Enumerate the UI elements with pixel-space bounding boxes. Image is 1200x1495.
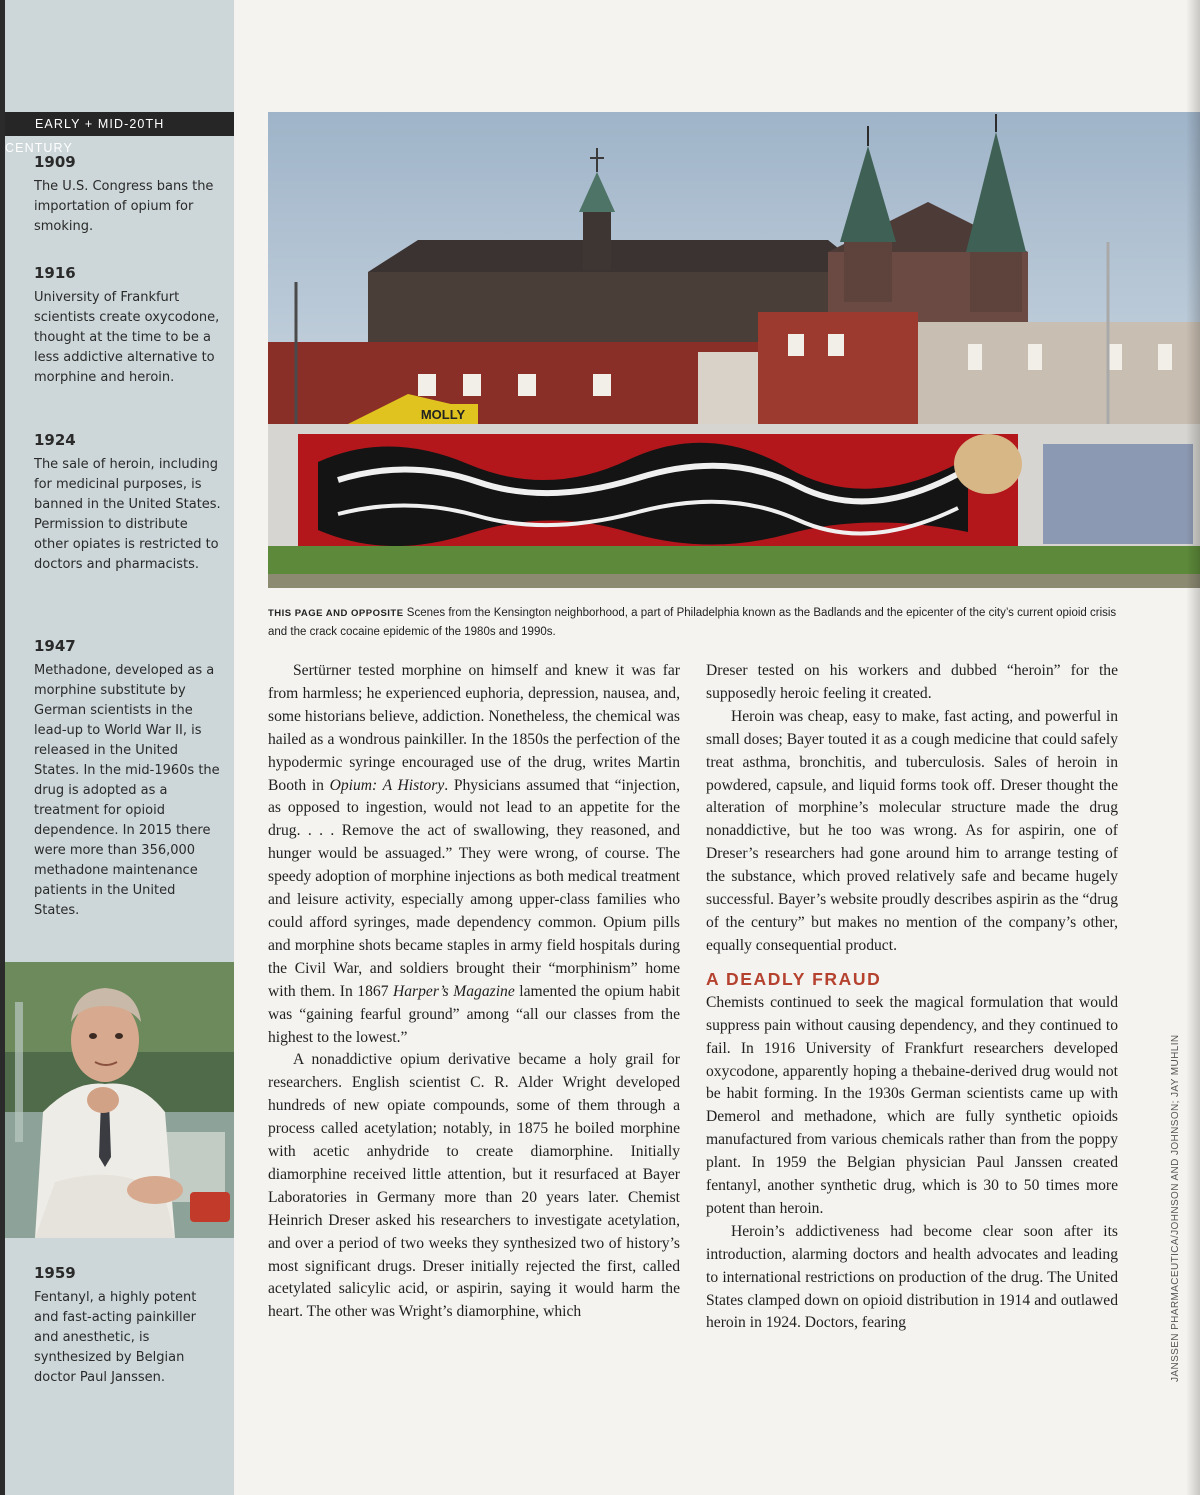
timeline-year: 1947 <box>34 637 76 655</box>
paragraph: Heroin’s addictiveness had become clear soon after its introduction, alarming doctors and health advocates and leading to international restrictions on production of the drug. The United States clamped down on opioid distribution in 1914 and outlawed heroin in 1924. Doctors, fearing <box>706 1222 1118 1332</box>
timeline-year: 1909 <box>34 153 76 171</box>
page-edge-shadow <box>1186 0 1200 1495</box>
timeline-year: 1924 <box>34 431 76 449</box>
timeline-text: The sale of heroin, including for medicinal purposes, is banned in the United States. Permission to distribute other opiates is restricted to doctors and pharmacists. <box>34 457 221 572</box>
section-heading: A DEADLY FRAUD <box>706 968 882 989</box>
article-column-2 <box>706 660 1118 1335</box>
timeline-text: The U.S. Congress bans the importation of opium for smoking. <box>34 179 214 234</box>
timeline-entry-1924 <box>34 431 224 575</box>
photo-credit: JANSSEN PHARMACEUTICA/JOHNSON AND JOHNSON; JAY MUHLIN <box>1170 1034 1181 1382</box>
paragraph: Chemists continued to seek the magical formulation that would suppress pain without causing dependency, and they continued to fail. In 1916 University of Frankfurt researchers developed oxycodone, apparently hoping a thebaine-derived drug would not be habit forming. In the 1930s German scientists came up with Demerol and methadone, which are fully synthetic opioids manufactured from various chemicals rather than from the poppy plant. In 1959 the Belgian physician Paul Janssen created fentanyl, another synthetic drug, which is 30 to 50 times more potent than heroin. <box>706 993 1118 1217</box>
timeline-entry-1909 <box>34 153 224 237</box>
paragraph: Sertürner tested morphine on himself and knew it was far from harmless; he experienced euphoria, depression, nausea, and, some historians believe, addiction. Nonetheless, the chemical was hailed as a wondrous painkiller. In the 1850s the perfection of the hypodermic syringe encouraged use of the drug, writes Martin Booth in Opium: A History. Physicians assumed that “injection, as opposed to ingestion, would not lead to an appetite for the drug. . . . Remove the act of swallowing, they reasoned, and hunger would be assuaged.” They were wrong, of course. The speedy adoption of morphine injections as both medical treatment and leisure activity, especially among upper-class families who could afford syringes, made dependency common. Opium pills and morphine shots became staples in army field hospitals during the Civil War, and soldiers brought their “morphinism” home with them. In 1867 Harper’s Magazine lamented the opium habit was “gaining fearful ground” among “all our classes from the highest to the lowest.” <box>268 662 680 1046</box>
scientist-portrait-photo <box>5 962 234 1238</box>
paragraph: Dreser tested on his workers and dubbed “heroin” for the supposedly heroic feeling it created. <box>706 662 1118 702</box>
paragraph: Heroin was cheap, easy to make, fast acting, and powerful in small doses; Bayer touted it as a cough medicine that could safely treat asthma, bronchitis, and tuberculosis. Sales of heroin in powdered, capsule, and liquid forms took off. Dreser thought the alteration of morphine’s molecular structure made the drug nonaddictive, but he too was wrong. As for aspirin, one of Dreser’s researchers had gone around him to arrange testing of the substance, which proved relatively safe and became hugely successful. Bayer’s website proudly describes aspirin as the “drug of the century” but makes no mention of the company’s other, equally consequential product. <box>706 707 1118 954</box>
timeline-text: Methadone, developed as a morphine substitute by German scientists in the lead-up to World War II, is released in the United States. In the mid-1960s the drug is adopted as a treatment for opioid dependence. In 2015 there were more than 356,000 methadone maintenance patients in the United States. <box>34 663 220 918</box>
caption-text: Scenes from the Kensington neighborhood, a part of Philadelphia known as the Badlands and the epicenter of the city’s current opioid crisis and the crack cocaine epidemic of the 1980s and 1990s. <box>268 607 1117 638</box>
timeline-year: 1916 <box>34 264 76 282</box>
article-column-1 <box>268 660 680 1324</box>
timeline-entry-1947 <box>34 637 224 921</box>
photo-caption <box>268 604 1128 641</box>
timeline-entry-1959 <box>34 1264 224 1388</box>
caption-label: THIS PAGE AND OPPOSITE <box>268 608 404 619</box>
paragraph: A nonaddictive opium derivative became a holy grail for researchers. English scientist C. R. Alder Wright developed hundreds of new opiate compounds, some of them through a process called acetylation; notably, in 1875 he boiled morphine with acetic anhydride to create diamorphine. Initially diamorphine received little attention, but it resurfaced at Bayer Laboratories in Germany more than 20 years later. Chemist Heinrich Dreser asked his researchers to investigate acetylation, and over a period of two weeks they synthesized two of history’s most significant drugs. Dreser initially rejected the first, called acetylated salicylic acid, or aspirin, saying it would harm the heart. The other was Wright’s diamorphine, which <box>268 1051 680 1321</box>
timeline-text: University of Frankfurt scientists create oxycodone, thought at the time to be a less addictive alternative to morphine and heroin. <box>34 290 220 385</box>
timeline-text: Fentanyl, a highly potent and fast-acting painkiller and anesthetic, is synthesized by Belgian doctor Paul Janssen. <box>34 1290 197 1385</box>
timeline-year: 1959 <box>34 1264 76 1282</box>
era-label: EARLY + MID-20TH CENTURY <box>5 112 234 136</box>
kensington-street-photo <box>268 112 1200 588</box>
excavator-lettering: MOLLY <box>420 407 466 422</box>
timeline-entry-1916 <box>34 264 224 388</box>
